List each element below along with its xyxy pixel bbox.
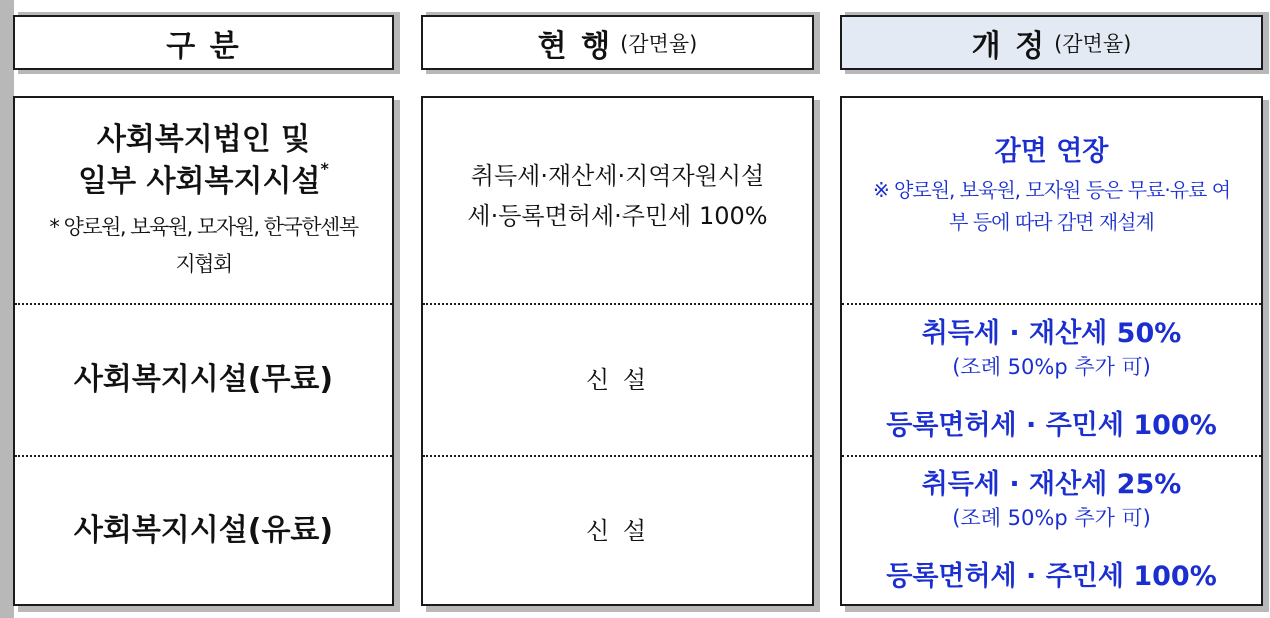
current-free-text: 신 설	[586, 366, 649, 394]
header-category-label: 구 분	[166, 28, 241, 64]
revised-note-line1: ※ 양로원, 보육원, 모자원 등은 무료·유료 여	[872, 177, 1231, 202]
current-paid-text: 신 설	[586, 516, 649, 545]
category-title-line2-text: 일부 사회복지시설	[78, 163, 321, 199]
category-footnote-mark: *	[320, 158, 329, 178]
revised-free-other: 등록면허세 · 주민세 100%	[886, 410, 1217, 441]
current-cell-paid	[423, 457, 812, 604]
current-cell-welfare-corp	[423, 98, 812, 303]
current-text-line2: 세·등록면허세·주민세 100%	[467, 201, 768, 230]
revised-free-ordinance: (조례 50%p 추가 可)	[952, 355, 1151, 379]
current-cell-free	[423, 305, 812, 455]
revised-column	[840, 96, 1263, 606]
revised-paid-other: 등록면허세 · 주민세 100%	[886, 560, 1217, 592]
header-revised-sublabel: (감면율)	[1054, 31, 1132, 56]
current-text-line1: 취득세·재산세·지역자원시설	[470, 161, 765, 190]
category-title-line2	[78, 158, 329, 203]
category-cell-paid	[15, 457, 392, 604]
revised-free-rate: 취득세 · 재산세 50%	[921, 318, 1182, 349]
left-shadow	[0, 0, 14, 618]
category-cell-welfare-corp	[15, 98, 392, 303]
category-title-line1: 사회복지법인 및	[96, 121, 311, 157]
category-paid-label: 사회복지시설(유료)	[73, 512, 334, 548]
category-free-label: 사회복지시설(무료)	[73, 362, 334, 397]
category-column	[13, 96, 394, 606]
revised-title: 감면 연장	[994, 135, 1109, 167]
revised-cell-free	[842, 305, 1261, 455]
revised-cell-welfare-corp	[842, 98, 1261, 303]
current-column	[421, 96, 814, 606]
header-revised-label: 개 정	[971, 28, 1047, 64]
header-current	[421, 15, 814, 70]
category-note-line1: * 양로원, 보육원, 모자원, 한국한센복	[49, 214, 358, 239]
revised-cell-paid	[842, 457, 1261, 604]
header-current-sublabel: (감면율)	[620, 31, 698, 56]
revised-paid-rate: 취득세 · 재산세 25%	[921, 468, 1182, 500]
header-revised	[840, 15, 1263, 70]
header-category	[13, 15, 394, 70]
revised-note-line2: 부 등에 따라 감면 재설계	[949, 209, 1154, 234]
category-cell-free	[15, 305, 392, 455]
revised-paid-ordinance: (조례 50%p 추가 可)	[952, 505, 1151, 530]
category-note-line2: 지협회	[175, 251, 232, 276]
header-current-label: 현 행	[537, 28, 613, 64]
